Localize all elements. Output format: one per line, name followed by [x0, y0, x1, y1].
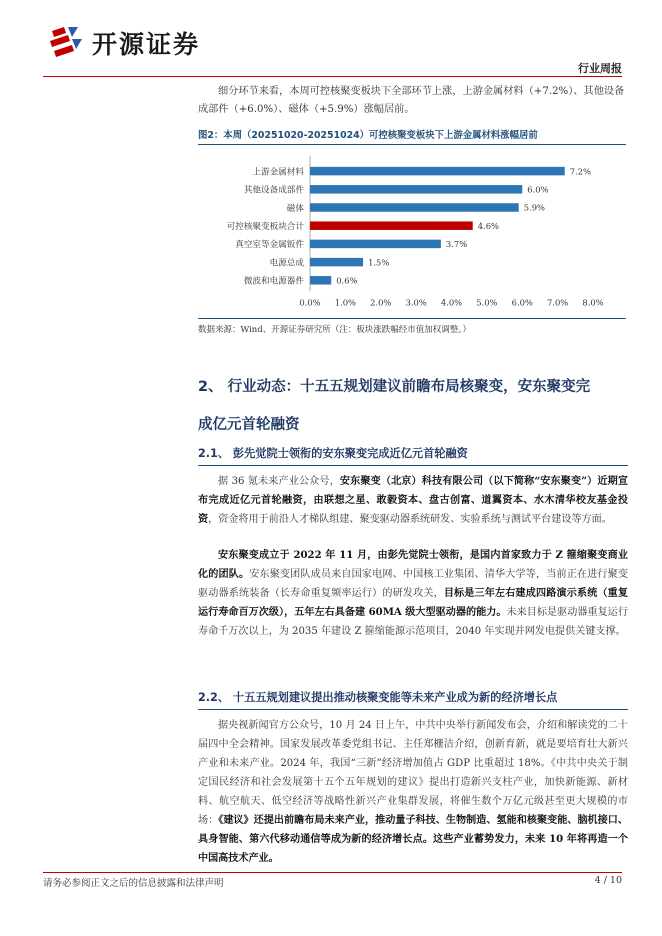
x-tick-label: 1.0%	[334, 297, 357, 308]
text-segment: 据 36 氪未来产业公众号，	[218, 476, 340, 487]
value-label: 7.2%	[569, 166, 591, 177]
subsection-heading-2-1: 2.1、 彭先觉院士领衔的安东聚变完成近亿元首轮融资	[198, 443, 628, 466]
bar	[310, 258, 363, 267]
bar	[310, 276, 331, 285]
brand-name: 开源证券	[92, 30, 201, 59]
text-segment: 安东聚变（北京）科技有限公司（以下简称“安东聚变”）近期宣布完成近亿元首轮融资，由联想之星、敢毅资本、盘古创富、道翼资本、水木清华校友基金投资	[198, 476, 628, 525]
brand-mark-icon	[48, 25, 84, 61]
x-tick-label: 2.0%	[370, 297, 392, 308]
section-heading	[198, 371, 626, 441]
value-label: 0.6%	[336, 275, 358, 286]
category-label: 可控核聚变板块合计	[226, 222, 304, 232]
bar	[310, 185, 522, 194]
bar	[310, 221, 473, 230]
x-tick-label: 7.0%	[546, 297, 569, 308]
report-type: 行业周报	[578, 62, 622, 75]
text-segment: 目标是三年左右建成四路演示系统（重复运行寿命百万次级），五年左右具备建 60MA 级大型驱动器的能力。	[198, 588, 629, 618]
x-tick-label: 6.0%	[511, 297, 533, 308]
figure-source: 数据来源：Wind、开源证券研究所（注：板块涨跌幅经市值加权调整。）	[198, 318, 626, 335]
category-label: 真空室等金属钣件	[235, 240, 304, 251]
x-tick-label: 3.0%	[405, 297, 427, 308]
text-segment: 《建议》还提出前瞻布局未来产业，推动量子科技、生物制造、氢能和核聚变能、脑机接口、具身智能、第六代移动通信等成为新的经济增长点。这些产业蓄势发力，未来 10 年将再造一个中国高技术产业。	[198, 815, 629, 864]
value-label: 5.9%	[523, 202, 545, 213]
intro-paragraph: 细分环节来看，本周可控核聚变板块下全部环节上涨，上游金属材料（+7.2%）、其他设备成部件（+6.0%）、磁体（+5.9%）涨幅居前。	[198, 86, 625, 115]
text-segment: 据央视新闻官方公众号，10 月 24 日上午，中共中央举行新闻发布会，介绍和解读党的二十届四中全会精神。国家发展改革委党组书记、主任郑栅洁介绍，创新育新，就是要培育壮大新兴产业和未来产业。2024 年，我国“三新”经济增加值占 GDP 比重超过 18%。《中共中央关于制定国民经济和社会发展第十五个五年规划的建议》提出打造新兴支柱产业，加快新能源、新材料、航空航天、低空经济等战略性新兴产业集群发展，将催生数个万亿元级甚至更大规模的市场：	[198, 720, 628, 826]
header-divider	[43, 76, 622, 77]
bar	[310, 167, 565, 176]
category-label: 电源总成	[269, 258, 304, 269]
category-label: 磁体	[286, 203, 304, 214]
value-label: 4.6%	[477, 220, 500, 231]
paragraph-funding	[198, 472, 628, 529]
paragraph-company-profile	[198, 546, 628, 641]
section-heading-line1: 2、 行业动态：十五五规划建议前瞻布局核聚变，安东聚变完	[198, 379, 591, 395]
category-label: 上游金属材料	[252, 167, 304, 178]
x-tick-label: 4.0%	[440, 297, 463, 308]
x-tick-label: 8.0%	[582, 297, 604, 308]
section-heading-line2: 成亿元首轮融资	[198, 417, 300, 433]
page-number: 4 / 10	[594, 875, 622, 886]
paragraph-policy	[198, 716, 628, 868]
text-segment: ，资金将用于前沿人才梯队组建、聚变驱动器系统研发、实验系统与测试平台建设等方面。	[208, 514, 612, 525]
category-label: 其他设备成部件	[243, 185, 304, 196]
category-label: 微波和电源器件	[243, 276, 304, 287]
x-tick-label: 5.0%	[476, 297, 498, 308]
company-logo	[48, 22, 200, 64]
value-label: 6.0%	[527, 184, 549, 195]
bar	[310, 240, 441, 249]
text-segment: 安东聚变成立于 2022 年 11 月，由彭先觉院士领衔，是国内首家致力于 Z 箍缩聚变商业化的团队。	[198, 550, 628, 580]
value-label: 1.5%	[368, 257, 390, 268]
text-segment: 未来目标是驱动器重复运行寿命千万次以上，为 2035 年建设 Z 箍缩能源示范项目，2040 年实现并网发电提供关键支撑。	[198, 607, 629, 637]
bar-chart	[198, 148, 628, 314]
text-segment: 安东聚变团队成员来自国家电网、中国核工业集团、清华大学等，当前正在进行聚变驱动器系统装备（长寿命重复频率运行）的研发攻关，	[198, 569, 629, 599]
footer-disclaimer: 请务必参阅正文之后的信息披露和法律声明	[43, 878, 224, 889]
x-tick-label: 0.0%	[299, 297, 321, 308]
subsection-heading-2-2: 2.2、 十五五规划建议提出推动核聚变能等未来产业成为新的经济增长点	[198, 687, 628, 710]
footer-divider	[43, 872, 622, 873]
figure-title: 图2：本周（20251020-20251024）可控核聚变板块下上游金属材料涨幅居前	[198, 124, 626, 145]
bar	[310, 203, 519, 212]
value-label: 3.7%	[445, 239, 468, 250]
